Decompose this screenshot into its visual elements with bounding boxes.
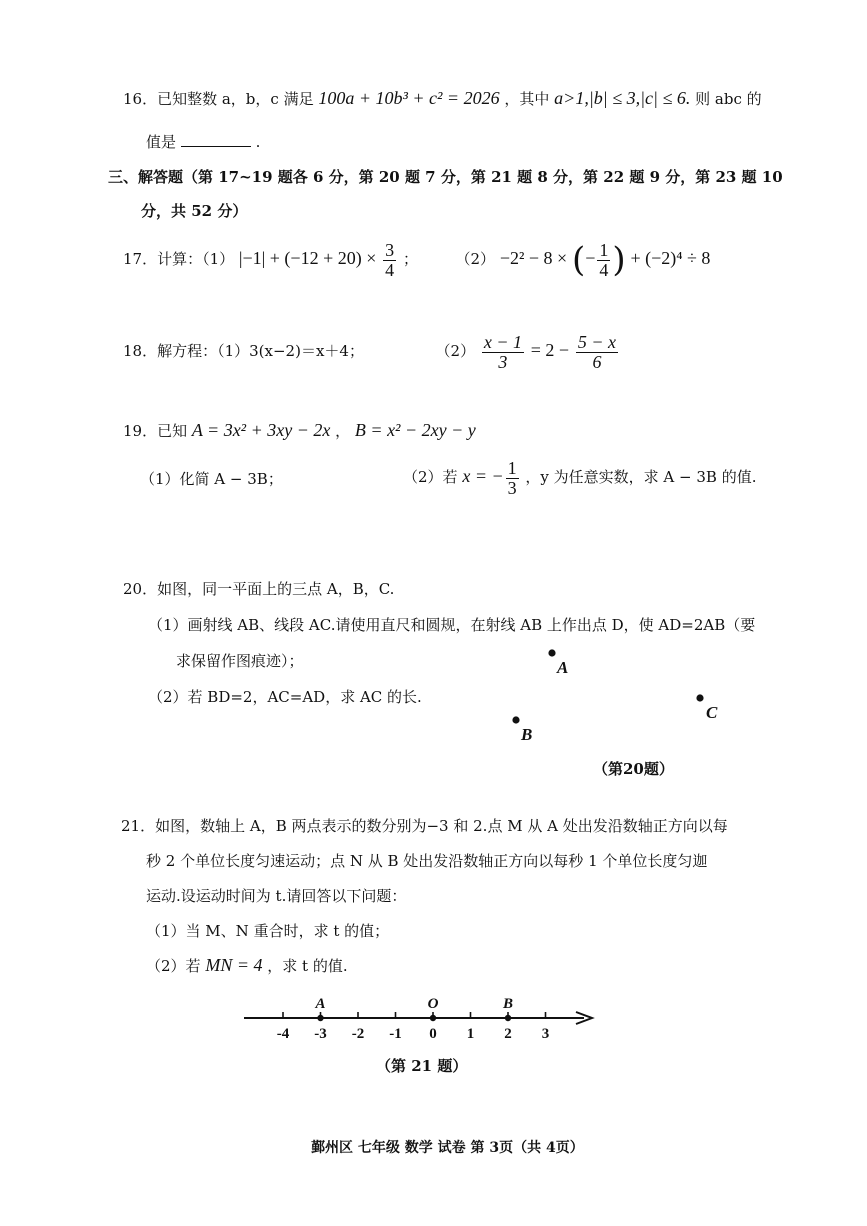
- axis-tick-label: -4: [276, 1026, 290, 1042]
- q19-p2-fraction: [506, 459, 519, 498]
- q21-line3: 运动.设运动时间为 t.请回答以下问题：: [146, 887, 407, 905]
- q16-line2: [146, 131, 260, 152]
- axis-tick-label: 1: [466, 1026, 475, 1042]
- q17-p2-den: 4: [599, 259, 609, 280]
- q18-label: 18．解方程：（1）3(x−2)＝x＋4；: [123, 342, 364, 360]
- q17-p2-expr: −2² − 8 ×: [499, 248, 568, 268]
- axis-point-dot: [430, 1015, 436, 1021]
- q18-lhs-den: 3: [498, 351, 508, 372]
- q21-p2-prefix: （2）若: [146, 957, 201, 975]
- q20-point-b-label: B: [521, 725, 533, 744]
- q16-suffix: 则 abc 的: [695, 90, 762, 108]
- section3-heading-line2: 分，共 52 分）: [141, 202, 248, 220]
- q19-p2-suffix: ，y 为任意实数，求 A − 3B 的值.: [525, 468, 757, 486]
- q19-line1: [123, 420, 476, 441]
- q21-p2-suffix: ，求 t 的值.: [267, 957, 348, 975]
- q17-p1-expr: |−1| + (−12 + 20) ×: [238, 248, 377, 268]
- q16-prefix: 16．已知整数 a，b，c 满足: [123, 90, 314, 108]
- axis-point-dot: [317, 1015, 323, 1021]
- q20-point-a-label: A: [557, 658, 569, 677]
- q18-mid: = 2 −: [530, 340, 570, 360]
- q20-point-c-label: C: [706, 703, 718, 722]
- q20-caption: （第20题）: [593, 760, 674, 778]
- axis-tick-label: -3: [314, 1026, 327, 1042]
- q18-lhs-fraction: [482, 333, 524, 372]
- axis-tick-label: -2: [351, 1026, 365, 1042]
- q19-p2: [403, 458, 756, 497]
- q19-b-expr: B = x² − 2xy − y: [354, 420, 476, 440]
- q19-p1: （1）化简 A − 3B；: [140, 470, 283, 488]
- q19-p2-den: 3: [507, 477, 517, 498]
- q20-point-c-dot: [696, 694, 703, 701]
- q20-p1-line1: （1）画射线 AB、线段 AC.请使用直尺和圆规，在射线 AB 上作出点 D，使 AD=2AB（要: [148, 616, 756, 634]
- q19-prefix: 19．已知: [123, 422, 188, 440]
- q21-number-line: [236, 988, 606, 1048]
- q19-p2-x: x = −: [462, 466, 504, 486]
- q19-p2-num: 1: [507, 457, 517, 478]
- q17-p1-end: ；: [402, 250, 418, 268]
- q21-line2: 秒 2 个单位长度匀速运动；点 N 从 B 处出发沿数轴正方向以每秒 1 个单位长度匀迦: [146, 852, 708, 870]
- q18-rhs-num: 5 − x: [577, 331, 617, 352]
- q16-line1: [123, 88, 762, 109]
- q20-point-a-dot: [548, 649, 555, 656]
- q17-label: 17．计算：（1）: [123, 250, 235, 268]
- q17-p2-fraction: [597, 241, 610, 280]
- q19-a-expr: A = 3x² + 3xy − 2x: [191, 420, 331, 440]
- q16-condition-prefix: ，其中: [504, 90, 550, 108]
- q17-p1-den: 4: [385, 259, 395, 280]
- q17-p2-tail: + (−2)⁴ ÷ 8: [630, 248, 711, 268]
- q20-line1: 20．如图，同一平面上的三点 A，B，C.: [123, 580, 395, 598]
- q17-p2-inner-sign: −: [585, 248, 596, 268]
- q18-rhs-fraction: [576, 333, 618, 372]
- q21-p2-expr: MN = 4: [205, 955, 263, 975]
- q18-p2-label: （2）: [435, 342, 476, 360]
- axis-point-label: B: [502, 996, 514, 1012]
- q16-line2-prefix: 值是: [146, 133, 177, 151]
- q16-line2-suffix: .: [255, 133, 261, 151]
- q20-p2: （2）若 BD=2，AC=AD，求 AC 的长.: [148, 688, 422, 706]
- q17-p1-fraction: [383, 241, 396, 280]
- page-footer: 鄞州区 七年级 数学 试卷 第 3页（共 4页）: [311, 1140, 584, 1156]
- q16-equation: 100a + 10b³ + c² = 2026: [318, 88, 500, 108]
- q20-p1-line2: 求保留作图痕迹）；: [176, 652, 304, 670]
- q17-p2-label: （2）: [455, 250, 496, 268]
- q18-lhs-num: x − 1: [483, 331, 522, 352]
- q21-line1: 21．如图，数轴上 A，B 两点表示的数分别为−3 和 2.点 M 从 A 处出发沿数轴正方向以每: [121, 817, 728, 835]
- axis-tick-label: 3: [541, 1026, 550, 1042]
- q18: [123, 332, 620, 371]
- axis-tick-label: 0: [429, 1026, 437, 1042]
- q17: 17．计算：（1） |−1| + (−12 + 20) × $\frac{3}{4}$ ； （2） −2² − 8 × (− $\frac{1}{4}$ ) + (−2)⁴ ÷ 8: [123, 239, 711, 280]
- q16-answer-blank[interactable]: [181, 132, 251, 147]
- q17-p1-num: 3: [385, 239, 395, 260]
- q19-p2-prefix: （2）若: [403, 468, 458, 486]
- axis-point-label: O: [427, 996, 439, 1012]
- q20-point-b-dot: [512, 716, 519, 723]
- axis-point-dot: [505, 1015, 511, 1021]
- axis-tick-label: -1: [389, 1026, 402, 1042]
- q19-sep: ，: [335, 422, 351, 440]
- q18-rhs-den: 6: [592, 351, 602, 372]
- q17-p2-num: 1: [599, 239, 609, 260]
- axis-tick-label: 2: [504, 1026, 512, 1042]
- q21-p2: [146, 955, 348, 976]
- axis-point-label: A: [315, 996, 326, 1012]
- q21-p1: （1）当 M、N 重合时，求 t 的值；: [146, 922, 390, 940]
- section3-heading-line1: 三、解答题（第 17~19 题各 6 分，第 20 题 7 分，第 21 题 8 分，第 22 题 9 分，第 23 题 10: [108, 168, 783, 186]
- q21-caption: （第 21 题）: [376, 1057, 468, 1075]
- q16-conditions: a>1,|b| ≤ 3,|c| ≤ 6.: [554, 88, 691, 108]
